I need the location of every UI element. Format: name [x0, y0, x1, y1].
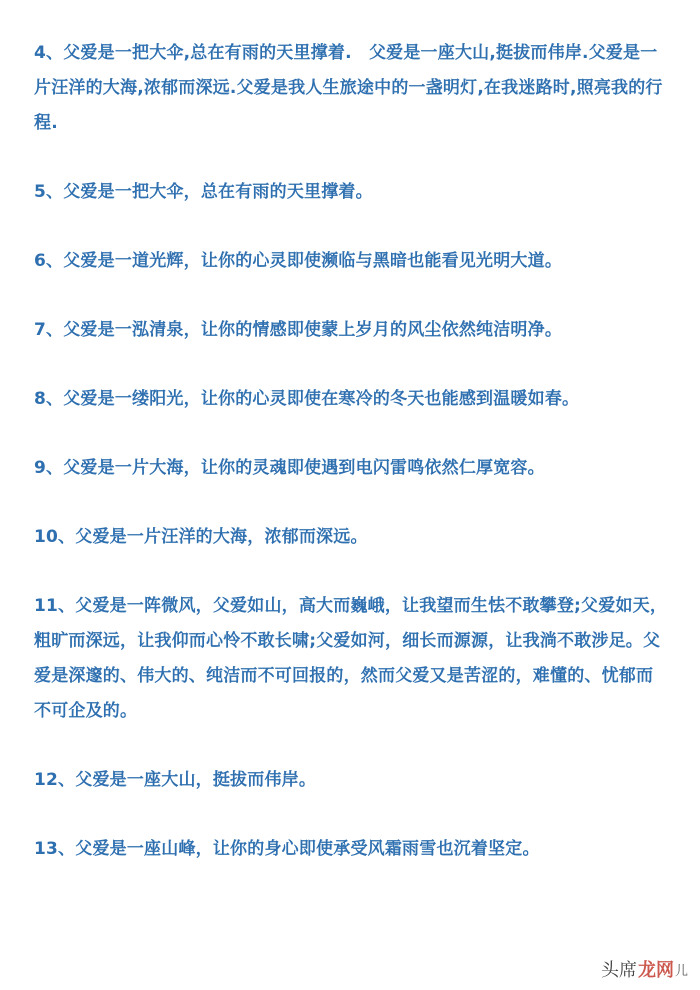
paragraph-8: 8、父爱是一缕阳光，让你的心灵即使在寒冷的冬天也能感到温暖如春。: [34, 389, 580, 409]
paragraph-11: 11、父爱是一阵微风，父爱如山，高大而巍峨，让我望而生怯不敢攀登;父爱如天，粗旷而深远，让我仰而心怜不敢长啸;父爱如河，细长而源源，让我淌不敢涉足。父爱是深邃的、伟大的、纯洁而不可回报的，然而父爱又是苦涩的，难懂的、忧郁而不可企及的。: [34, 596, 668, 721]
article-body: [34, 36, 670, 901]
paragraph-9: 9、父爱是一片大海，让你的灵魂即使遇到电闪雷鸣依然仁厚宽容。: [34, 458, 545, 478]
paragraph-7: 7、父爱是一泓清泉，让你的情感即使蒙上岁月的风尘依然纯洁明净。: [34, 320, 563, 340]
paragraph-12: 12、父爱是一座大山，挺拔而伟岸。: [34, 770, 317, 790]
paragraph-4: 4、父爱是一把大伞,总在有雨的天里撑着. 父爱是一座大山,挺拔而伟岸.父爱是一片汪洋的大海,浓郁而深远.父爱是我人生旅途中的一盏明灯,在我迷路时,照亮我的行程.: [34, 43, 663, 133]
watermark-right: 儿: [674, 963, 688, 979]
paragraph-13: 13、父爱是一座山峰，让你的身心即使承受风霜雨雪也沉着坚定。: [34, 839, 540, 859]
watermark-mid: 龙网: [637, 960, 674, 981]
watermark: [601, 956, 688, 982]
paragraph-5: 5、父爱是一把大伞，总在有雨的天里撑着。: [34, 182, 373, 202]
watermark-left: 头席: [600, 960, 637, 981]
paragraph-10: 10、父爱是一片汪洋的大海，浓郁而深远。: [34, 527, 368, 547]
paragraph-6: 6、父爱是一道光辉，让你的心灵即使濒临与黑暗也能看见光明大道。: [34, 251, 563, 271]
